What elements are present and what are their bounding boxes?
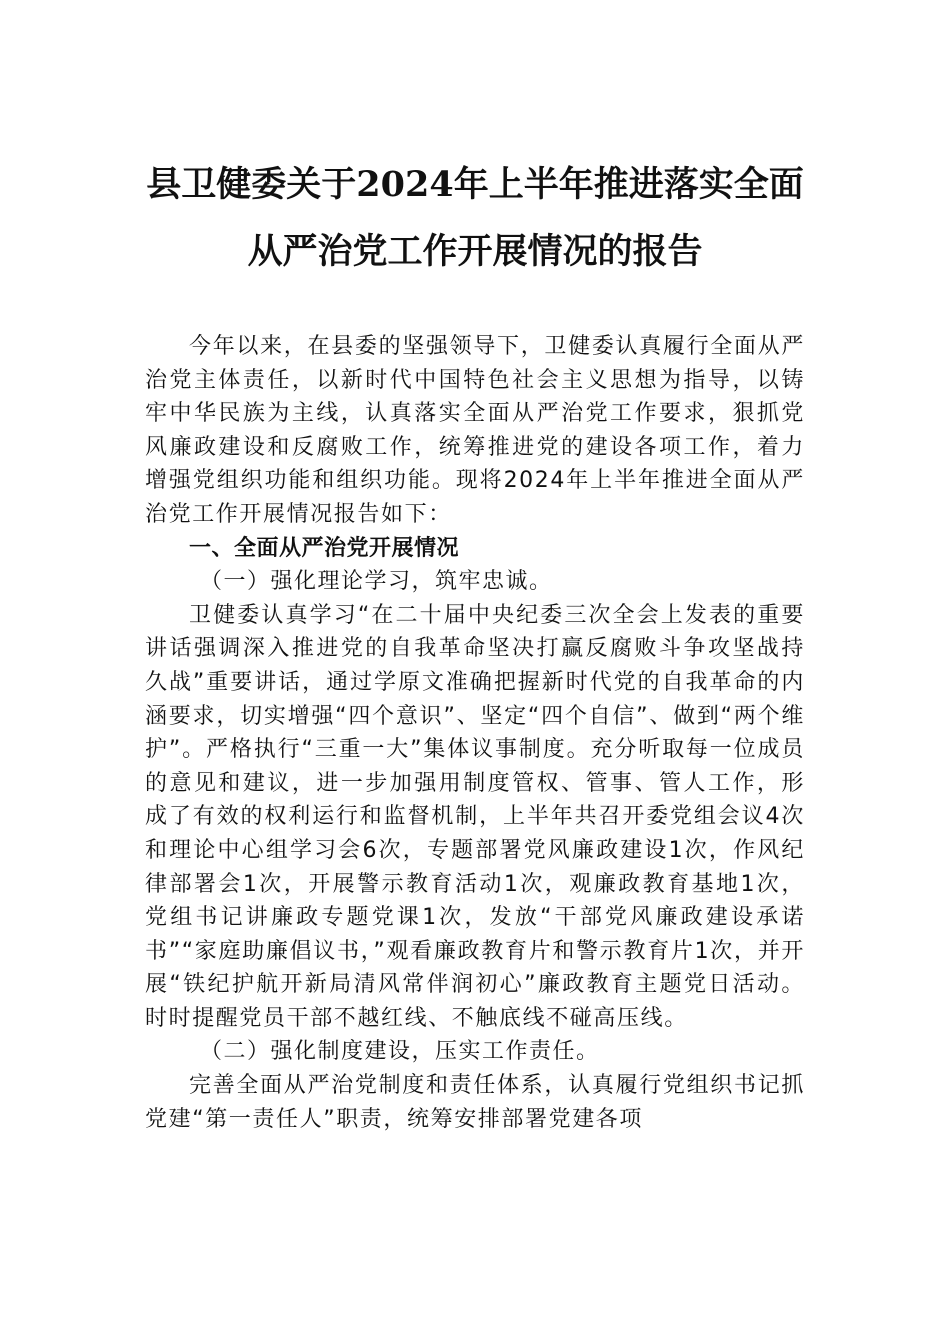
subsection-2-heading: （二）强化制度建设，压实工作责任。 bbox=[200, 1039, 600, 1065]
subsection-1-paragraph: 卫健委认真学习“在二十届中央纪委三次全会上发表的重要讲话强调深入推进党的自我革命坚决打赢反腐败斗争攻坚战持久战”重要讲话，通过学原文准确把握新时代党的自我革命的内涵要求，切实增强“四个意识”、坚定“四个自信”、做到“两个维护”。严格执行“三重一大”集体议事制度。充分听取每一位成员的意见和建议，进一步加强用制度管权、管事、管人工作，形成了有效的权利运行和监督机制，上半年共召开委党组会议4次和理论中心组学习会6次，专题部署党风廉政建设1次，作风纪律部署会1次，开展警示教育活动1次，观廉政教育基地1次，党组书记讲廉政专题党课1次，发放“干部党风廉政建设承诺书”“家庭助廉倡议书，”观看廉政教育片和警示教育片1次，并开展“铁纪护航开新局清风常伴润初心”廉政教育主题党日活动。时时提醒党员干部不越红线、不触底线不碰高压线。 bbox=[145, 602, 805, 1031]
document-body bbox=[145, 330, 805, 1136]
document-title-line-2: 从严治党工作开展情况的报告 bbox=[247, 231, 703, 272]
subsection-1-heading: （一）强化理论学习，筑牢忠诚。 bbox=[200, 569, 553, 595]
subsection-2-paragraph: 完善全面从严治党制度和责任体系，认真履行党组织书记抓党建“第一责任人”职责，统筹安排部署党建各项 bbox=[145, 1073, 805, 1132]
document-title-line-1: 县卫健委关于2024年上半年推进落实全面 bbox=[146, 164, 804, 205]
section-1-heading: 一、全面从严治党开展情况 bbox=[189, 535, 460, 561]
intro-paragraph: 今年以来，在县委的坚强领导下，卫健委认真履行全面从严治党主体责任，以新时代中国特色社会主义思想为指导，以铸牢中华民族为主线，认真落实全面从严治党工作要求，狠抓党风廉政建设和反腐败工作，统筹推进党的建设各项工作，着力增强党组织功能和组织功能。现将2024年上半年推进全面从严治党工作开展情况报告如下： bbox=[145, 334, 805, 527]
